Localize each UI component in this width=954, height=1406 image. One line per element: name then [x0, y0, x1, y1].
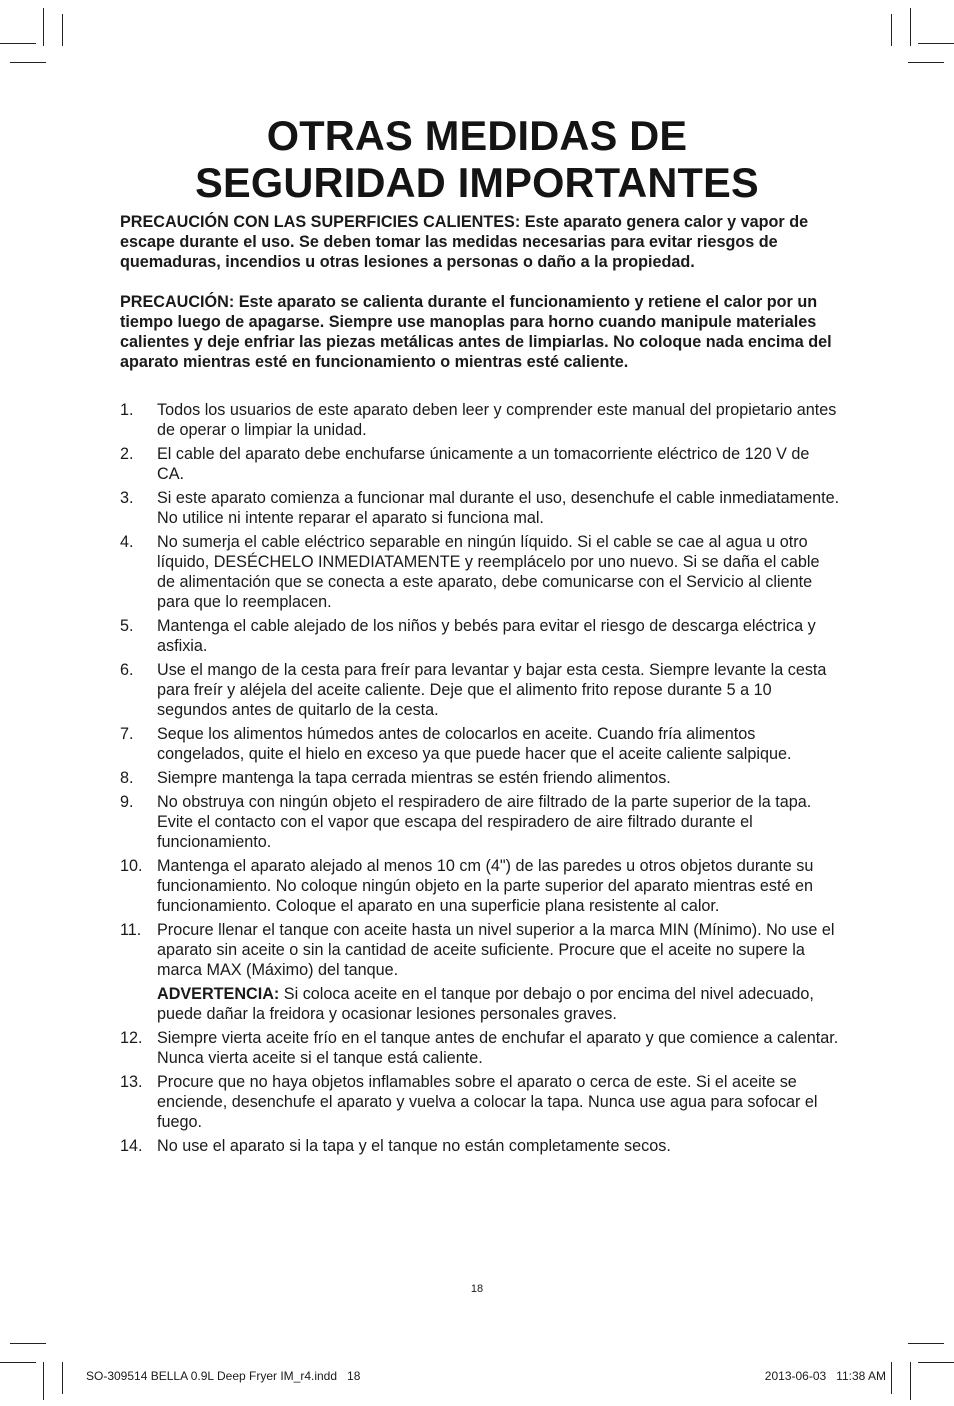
crop-mark — [0, 43, 36, 44]
list-item — [120, 856, 840, 916]
crop-mark — [918, 43, 954, 44]
list-item — [120, 444, 840, 484]
list-item — [120, 488, 840, 528]
crop-mark — [10, 1343, 46, 1344]
crop-mark — [908, 62, 944, 63]
item-text: Todos los usuarios de este aparato deben leer y comprender este manual del propietario antes de operar o limpiar la unidad. — [157, 401, 837, 439]
warning-note — [157, 984, 840, 1024]
item-text: Use el mango de la cesta para freír para levantar y bajar esta cesta. Siempre levante la cesta para freír y aléjela del aceite caliente. Deje que el alimento frito repose durante 5 a 10 segundos antes de quitarlo de la cesta. — [157, 661, 827, 719]
item-text: Seque los alimentos húmedos antes de colocarlos en aceite. Cuando fría alimentos congelados, quite el hielo en exceso ya que puede hacer que el aceite caliente salpique. — [157, 725, 792, 763]
page-title — [0, 112, 954, 206]
page-number: 18 — [470, 1283, 484, 1295]
title-line-2: SEGURIDAD IMPORTANTES — [195, 159, 759, 206]
list-item — [120, 1028, 840, 1068]
item-text: El cable del aparato debe enchufarse únicamente a un tomacorriente eléctrico de 120 V de CA. — [157, 445, 810, 483]
crop-mark — [918, 1362, 954, 1363]
item-number: 13. — [120, 1073, 143, 1091]
crop-mark — [43, 1362, 44, 1400]
slug-filename: SO-309514 BELLA 0.9L Deep Fryer IM_r4.indd 18 — [86, 1369, 361, 1383]
crop-mark — [891, 14, 892, 46]
item-text: No sumerja el cable eléctrico separable en ningún líquido. Si el cable se cae al agua u otro líquido, DESÉCHELO INMEDIATAMENTE y reemplácelo por uno nuevo. Si se daña el cable de alimentación que se conecta a este aparato, debe comunicarse con el Servicio al cliente para que lo reemplacen. — [157, 533, 820, 611]
item-text: Si este aparato comienza a funcionar mal durante el uso, desenchufe el cable inmediatamente. No utilice ni intente reparar el aparato si funciona mal. — [157, 489, 840, 527]
list-item — [120, 532, 840, 612]
list-item — [120, 724, 840, 764]
item-number: 7. — [120, 725, 134, 743]
caution-general: PRECAUCIÓN: Este aparato se calienta durante el funcionamiento y retiene el calor por un tiempo luego de apagarse. Siempre use manoplas para horno cuando manipule materiales calientes y deje enfriar las piezas metálicas antes de limpiarlas. No coloque nada encima del aparato mientras esté en funcionamiento o mientras esté caliente. — [120, 293, 832, 371]
item-text: Mantenga el cable alejado de los niños y bebés para evitar el riesgo de descarga eléctrica y asfixia. — [157, 617, 816, 655]
list-item — [120, 616, 840, 656]
item-number: 5. — [120, 617, 134, 635]
slug-timestamp: 2013-06-03 11:38 AM — [764, 1369, 886, 1383]
item-number: 12. — [120, 1029, 143, 1047]
item-text: Siempre mantenga la tapa cerrada mientras se estén friendo alimentos. — [157, 769, 671, 787]
list-item — [120, 660, 840, 720]
item-text: Procure que no haya objetos inflamables sobre el aparato o cerca de este. Si el aceite se enciende, desenchufe el aparato y vuelva a colocar la tapa. Nunca use agua para sofocar el fuego. — [157, 1073, 818, 1131]
crop-mark — [891, 1362, 892, 1394]
safety-content — [120, 212, 840, 1160]
item-number: 14. — [120, 1137, 143, 1155]
crop-mark — [908, 1343, 944, 1344]
item-text: No use el aparato si la tapa y el tanque no están completamente secos. — [157, 1137, 671, 1155]
list-item — [120, 768, 840, 788]
crop-mark — [62, 14, 63, 46]
list-item — [120, 920, 840, 1024]
item-text: No obstruya con ningún objeto el respiradero de aire filtrado de la parte superior de la tapa. Evite el contacto con el vapor que escapa del respiradero de aire filtrado durante el funcionamiento. — [157, 793, 812, 851]
warning-label: ADVERTENCIA: — [157, 985, 280, 1003]
crop-mark — [10, 62, 46, 63]
item-number: 4. — [120, 533, 134, 551]
item-number: 9. — [120, 793, 134, 811]
item-number: 1. — [120, 401, 134, 419]
list-item — [120, 400, 840, 440]
crop-mark — [0, 1362, 36, 1363]
item-text: Siempre vierta aceite frío en el tanque antes de enchufar el aparato y que comience a calentar. Nunca vierta aceite si el tanque está caliente. — [157, 1029, 839, 1067]
safety-list — [120, 400, 840, 1156]
crop-mark — [910, 8, 911, 46]
item-text: Procure llenar el tanque con aceite hasta un nivel superior a la marca MIN (Mínimo). No use el aparato sin aceite o sin la cantidad de aceite suficiente. Procure que el aceite no supere la marca MAX (Máximo) del tanque. — [157, 921, 835, 979]
item-text: Mantenga el aparato alejado al menos 10 cm (4") de las paredes u otros objetos durante su funcionamiento. No coloque ningún objeto en la parte superior del aparato mientras esté en funcionamiento. Coloque el aparato en una superficie plana resistente al calor. — [157, 857, 814, 915]
crop-mark — [910, 1362, 911, 1400]
caution-hot-surfaces: PRECAUCIÓN CON LAS SUPERFICIES CALIENTES: Este aparato genera calor y vapor de escape durante el uso. Se deben tomar las medidas necesarias para evitar riesgos de quemaduras, incendios u otras lesiones a personas o daño a la propiedad. — [120, 213, 809, 271]
item-number: 11. — [120, 921, 142, 939]
item-number: 3. — [120, 489, 134, 507]
warning-text: Si coloca aceite en el tanque por debajo o por encima del nivel adecuado, puede dañar la freidora y ocasionar lesiones personales graves. — [157, 985, 814, 1023]
crop-mark — [62, 1362, 63, 1394]
list-item — [120, 1136, 840, 1156]
list-item — [120, 792, 840, 852]
item-number: 8. — [120, 769, 134, 787]
item-number: 2. — [120, 445, 134, 463]
item-number: 10. — [120, 857, 143, 875]
title-line-1: OTRAS MEDIDAS DE — [266, 112, 688, 159]
item-number: 6. — [120, 661, 134, 679]
list-item — [120, 1072, 840, 1132]
crop-mark — [43, 8, 44, 46]
